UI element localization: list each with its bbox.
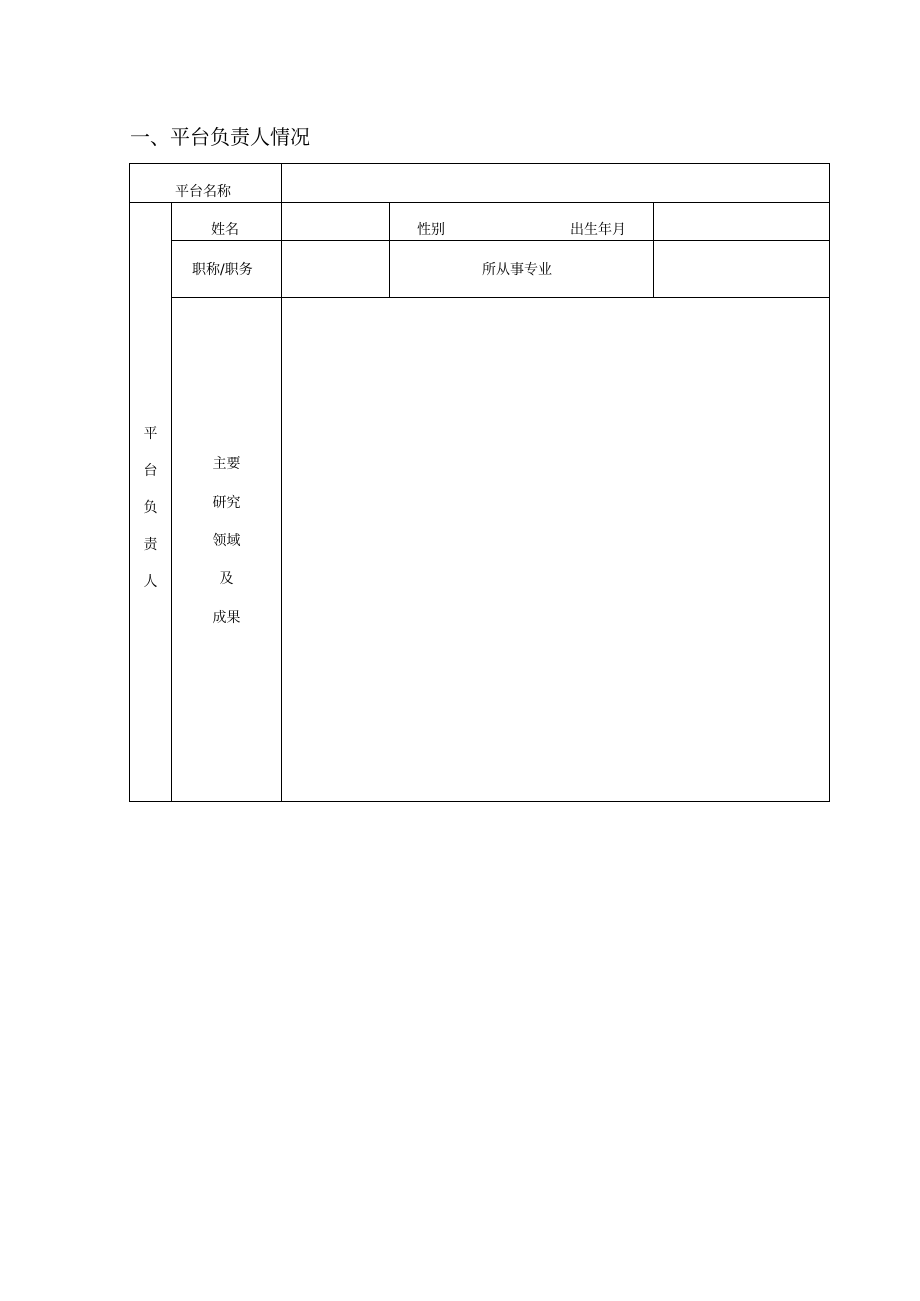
name-field[interactable] [282,203,389,240]
major-field[interactable] [654,241,829,297]
group-label-char: 平 [143,426,158,442]
group-label-char: 负 [143,500,158,516]
title-position-field[interactable] [282,241,389,297]
title-position-label: 职称/职务 [192,262,253,278]
gender-label: 性别 [417,222,445,238]
research-label-line: 领域 [212,533,241,549]
group-label-char: 台 [143,463,158,479]
major-label: 所从事专业 [482,262,552,278]
column-divider [389,202,390,297]
research-label-line: 主要 [212,456,241,472]
research-achievements-field[interactable] [282,298,829,801]
research-label-line: 成果 [212,610,241,626]
leader-info-form [129,163,830,802]
name-label: 姓名 [211,222,239,238]
platform-name-label: 平台名称 [175,184,231,200]
research-label-line: 及 [219,571,234,587]
research-label-line: 研究 [212,495,241,511]
birth-label: 出生年月 [570,222,626,238]
platform-name-field[interactable] [282,164,829,202]
birth-field[interactable] [654,203,829,240]
group-label-char: 人 [143,574,158,590]
group-label-char: 责 [143,537,158,553]
section-title: 一、平台负责人情况 [130,125,310,149]
